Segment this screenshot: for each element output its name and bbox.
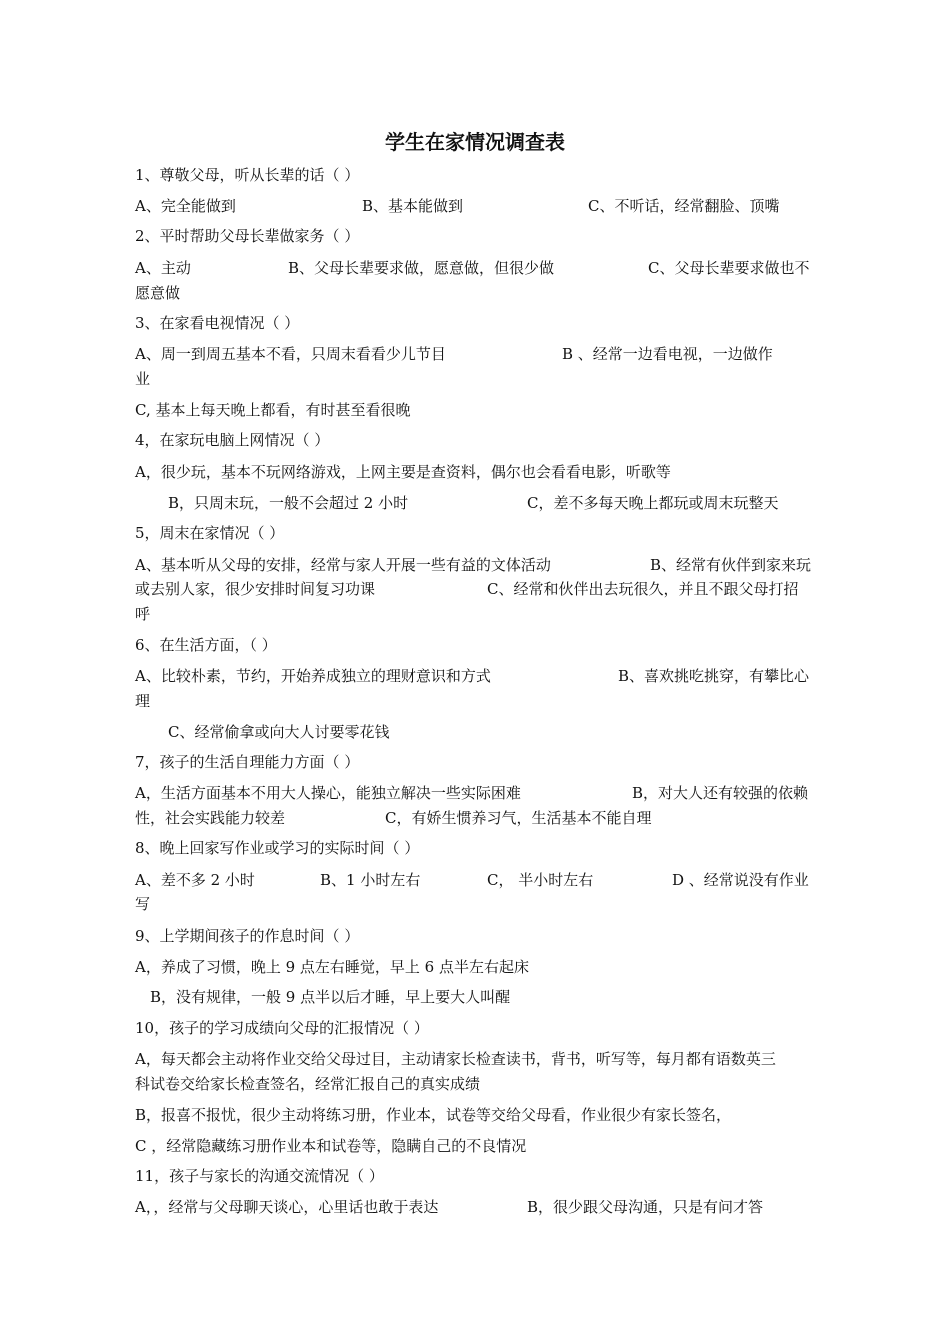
option-2a: A、主动 xyxy=(135,259,191,277)
option-3c: C, 基本上每天晚上都看，有时甚至看很晚 xyxy=(135,401,411,419)
option-7a: A，生活方面基本不用大人操心，能独立解决一些实际困难 xyxy=(135,784,521,802)
question-7: 7，孩子的生活自理能力方面（ ） xyxy=(135,753,360,771)
option-2c: C、父母长辈要求做也不 xyxy=(648,259,810,277)
question-2: 2、平时帮助父母长辈做家务（ ） xyxy=(135,227,360,245)
option-3a: A、周一到周五基本不看，只周末看看少儿节目 xyxy=(135,345,446,363)
option-8a: A、差不多 2 小时 xyxy=(135,871,255,889)
question-1: 1、尊敬父母，听从长辈的话（ ） xyxy=(135,166,360,184)
option-9a: A，养成了习惯，晚上 9 点左右睡觉，早上 6 点半左右起床 xyxy=(135,958,529,976)
option-6b-cont: 理 xyxy=(135,692,151,710)
option-6b: B、喜欢挑吃挑穿，有攀比心 xyxy=(618,667,810,685)
option-11b: B，很少跟父母沟通，只是有问才答 xyxy=(527,1198,764,1216)
question-4: 4，在家玩电脑上网情况（ ） xyxy=(135,431,330,449)
option-5c: C、经常和伙伴出去玩很久，并且不跟父母打招 xyxy=(487,580,799,598)
option-3b-cont: 业 xyxy=(135,370,151,388)
question-8: 8、晚上回家写作业或学习的实际时间（ ） xyxy=(135,839,420,857)
option-11a: A，，经常与父母聊天谈心，心里话也敢于表达 xyxy=(135,1198,439,1216)
option-4c: C，差不多每天晚上都玩或周末玩整天 xyxy=(527,494,779,512)
option-5b-cont: 或去别人家，很少安排时间复习功课 xyxy=(135,580,376,598)
option-6c: C、经常偷拿或向大人讨要零花钱 xyxy=(168,723,390,741)
question-3: 3、在家看电视情况（ ） xyxy=(135,314,300,332)
option-10a-cont: 科试卷交给家长检查签名，经常汇报自己的真实成绩 xyxy=(135,1075,481,1093)
question-6: 6、在生活方面，（ ） xyxy=(135,636,277,654)
question-11: 11，孩子与家长的沟通交流情况（ ） xyxy=(135,1167,384,1185)
option-10c: C ，经常隐藏练习册作业本和试卷等，隐瞒自己的不良情况 xyxy=(135,1137,527,1155)
option-1a: A、完全能做到 xyxy=(135,197,236,215)
option-8d: D 、经常说没有作业 xyxy=(672,871,809,889)
option-8d-cont: 写 xyxy=(135,895,151,913)
option-3b: B 、经常一边看电视，一边做作 xyxy=(562,345,773,363)
option-10a: A，每天都会主动将作业交给父母过目，主动请家长检查读书，背书，听写等，每月都有语数英三 xyxy=(135,1050,776,1068)
option-6a: A、比较朴素，节约，开始养成独立的理财意识和方式 xyxy=(135,667,491,685)
option-4b: B，只周末玩，一般不会超过 2 小时 xyxy=(168,494,409,512)
option-2b: B、父母长辈要求做，愿意做，但很少做 xyxy=(288,259,555,277)
option-7c: C，有娇生惯养习气，生活基本不能自理 xyxy=(385,809,652,827)
option-1b: B、基本能做到 xyxy=(362,197,464,215)
option-5c-cont: 呼 xyxy=(135,605,151,623)
option-1c: C、不听话，经常翻脸、顶嘴 xyxy=(588,197,780,215)
option-5a: A、基本听从父母的安排，经常与家人开展一些有益的文体活动 xyxy=(135,556,551,574)
option-8b: B、1 小时左右 xyxy=(320,871,421,889)
option-2c-cont: 愿意做 xyxy=(135,284,181,302)
question-9: 9、上学期间孩子的作息时间（ ） xyxy=(135,927,360,945)
question-10: 10，孩子的学习成绩向父母的汇报情况（ ） xyxy=(135,1019,429,1037)
option-10b: B，报喜不报忧，很少主动将练习册，作业本，试卷等交给父母看，作业很少有家长签名， xyxy=(135,1106,732,1124)
option-9b: B，没有规律，一般 9 点半以后才睡，早上要大人叫醒 xyxy=(150,988,511,1006)
option-8c: C， 半小时左右 xyxy=(487,871,594,889)
option-5b: B、经常有伙伴到家来玩 xyxy=(650,556,812,574)
option-7b-cont: 性，社会实践能力较差 xyxy=(135,809,286,827)
option-7b: B，对大人还有较强的依赖 xyxy=(632,784,809,802)
option-4a: A，很少玩，基本不玩网络游戏，上网主要是查资料，偶尔也会看看电影，听歌等 xyxy=(135,463,671,481)
question-5: 5，周末在家情况（ ） xyxy=(135,524,285,542)
page-title: 学生在家情况调查表 xyxy=(385,130,565,154)
